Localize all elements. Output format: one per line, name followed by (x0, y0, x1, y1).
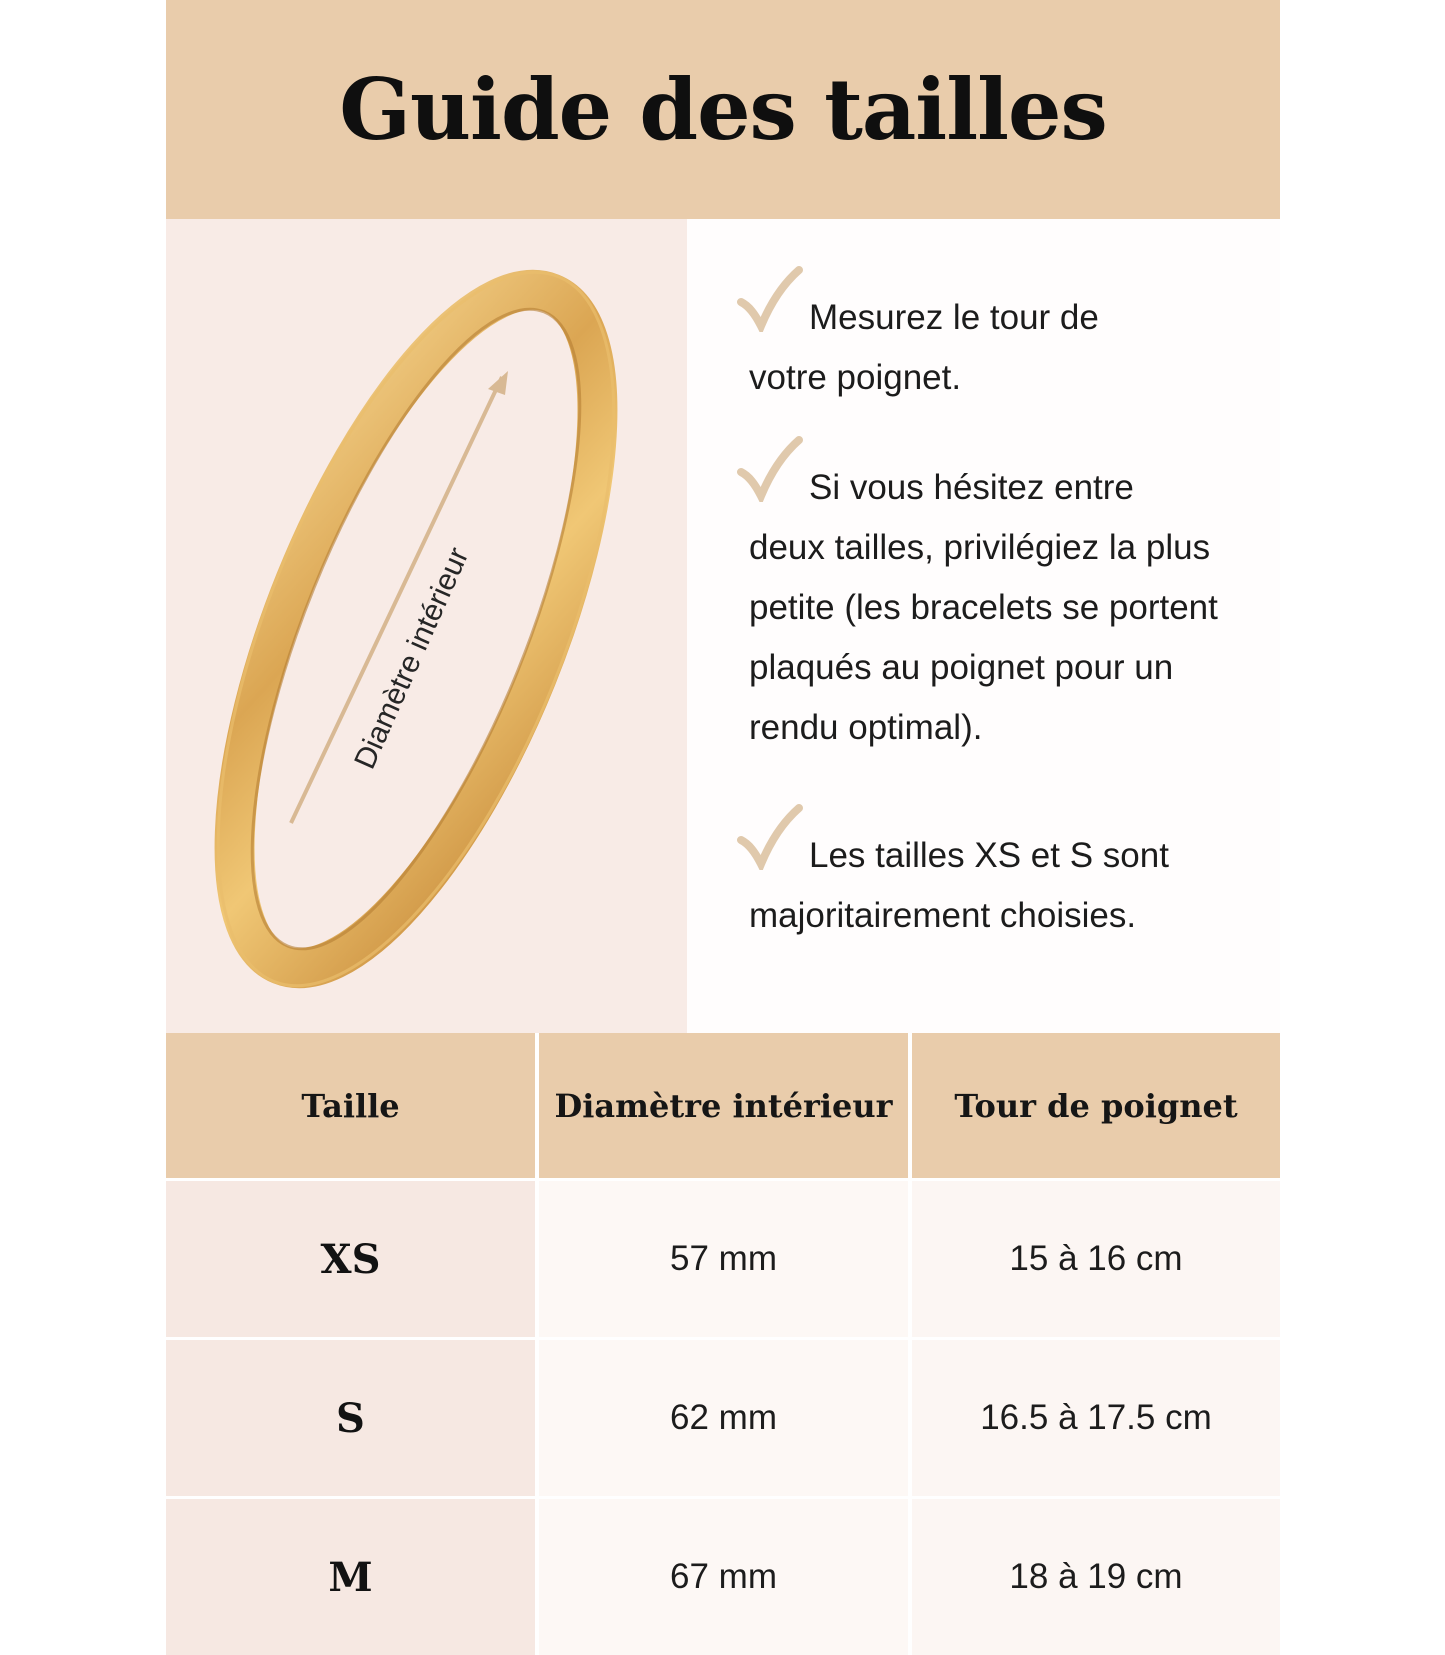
check-icon (737, 804, 803, 870)
size-cell: XS (166, 1181, 535, 1337)
wrist-cell: 16.5 à 17.5 cm (912, 1340, 1280, 1496)
table-row (166, 1340, 1280, 1496)
tip-measure-wrist: Mesurez le tour de votre poignet. (749, 288, 1249, 408)
tip-popular-sizes: Les tailles XS et S sont majoritairement choisies. (749, 826, 1249, 946)
diameter-arrow (291, 371, 508, 823)
tip-hesitate-sizes: Si vous hésitez entre deux tailles, privilégiez la plus petite (les bracelets se portent plaqués au poignet pour un rendu optimal). (749, 458, 1249, 758)
tips-panel (687, 219, 1280, 1033)
wrist-cell: 18 à 19 cm (912, 1499, 1280, 1655)
header-inner-diameter: Diamètre intérieur (539, 1033, 908, 1178)
diameter-cell: 57 mm (539, 1181, 908, 1337)
check-icon (737, 436, 803, 502)
size-cell: S (166, 1340, 535, 1496)
table-row (166, 1181, 1280, 1337)
header-banner (166, 0, 1280, 219)
header-size: Taille (166, 1033, 535, 1178)
header-wrist-size: Tour de poignet (912, 1033, 1280, 1178)
size-guide-sheet (166, 0, 1280, 1652)
size-cell: M (166, 1499, 535, 1655)
bracelet-illustration (166, 219, 687, 1033)
page-title: Guide des tailles (339, 60, 1107, 159)
check-icon (737, 266, 803, 332)
diameter-label: Diamètre intérieur (348, 542, 476, 774)
diameter-cell: 62 mm (539, 1340, 908, 1496)
wrist-cell: 15 à 16 cm (912, 1181, 1280, 1337)
table-row (166, 1499, 1280, 1655)
bracelet-illustration-panel (166, 219, 687, 1033)
diameter-cell: 67 mm (539, 1499, 908, 1655)
table-header (166, 1033, 1280, 1178)
